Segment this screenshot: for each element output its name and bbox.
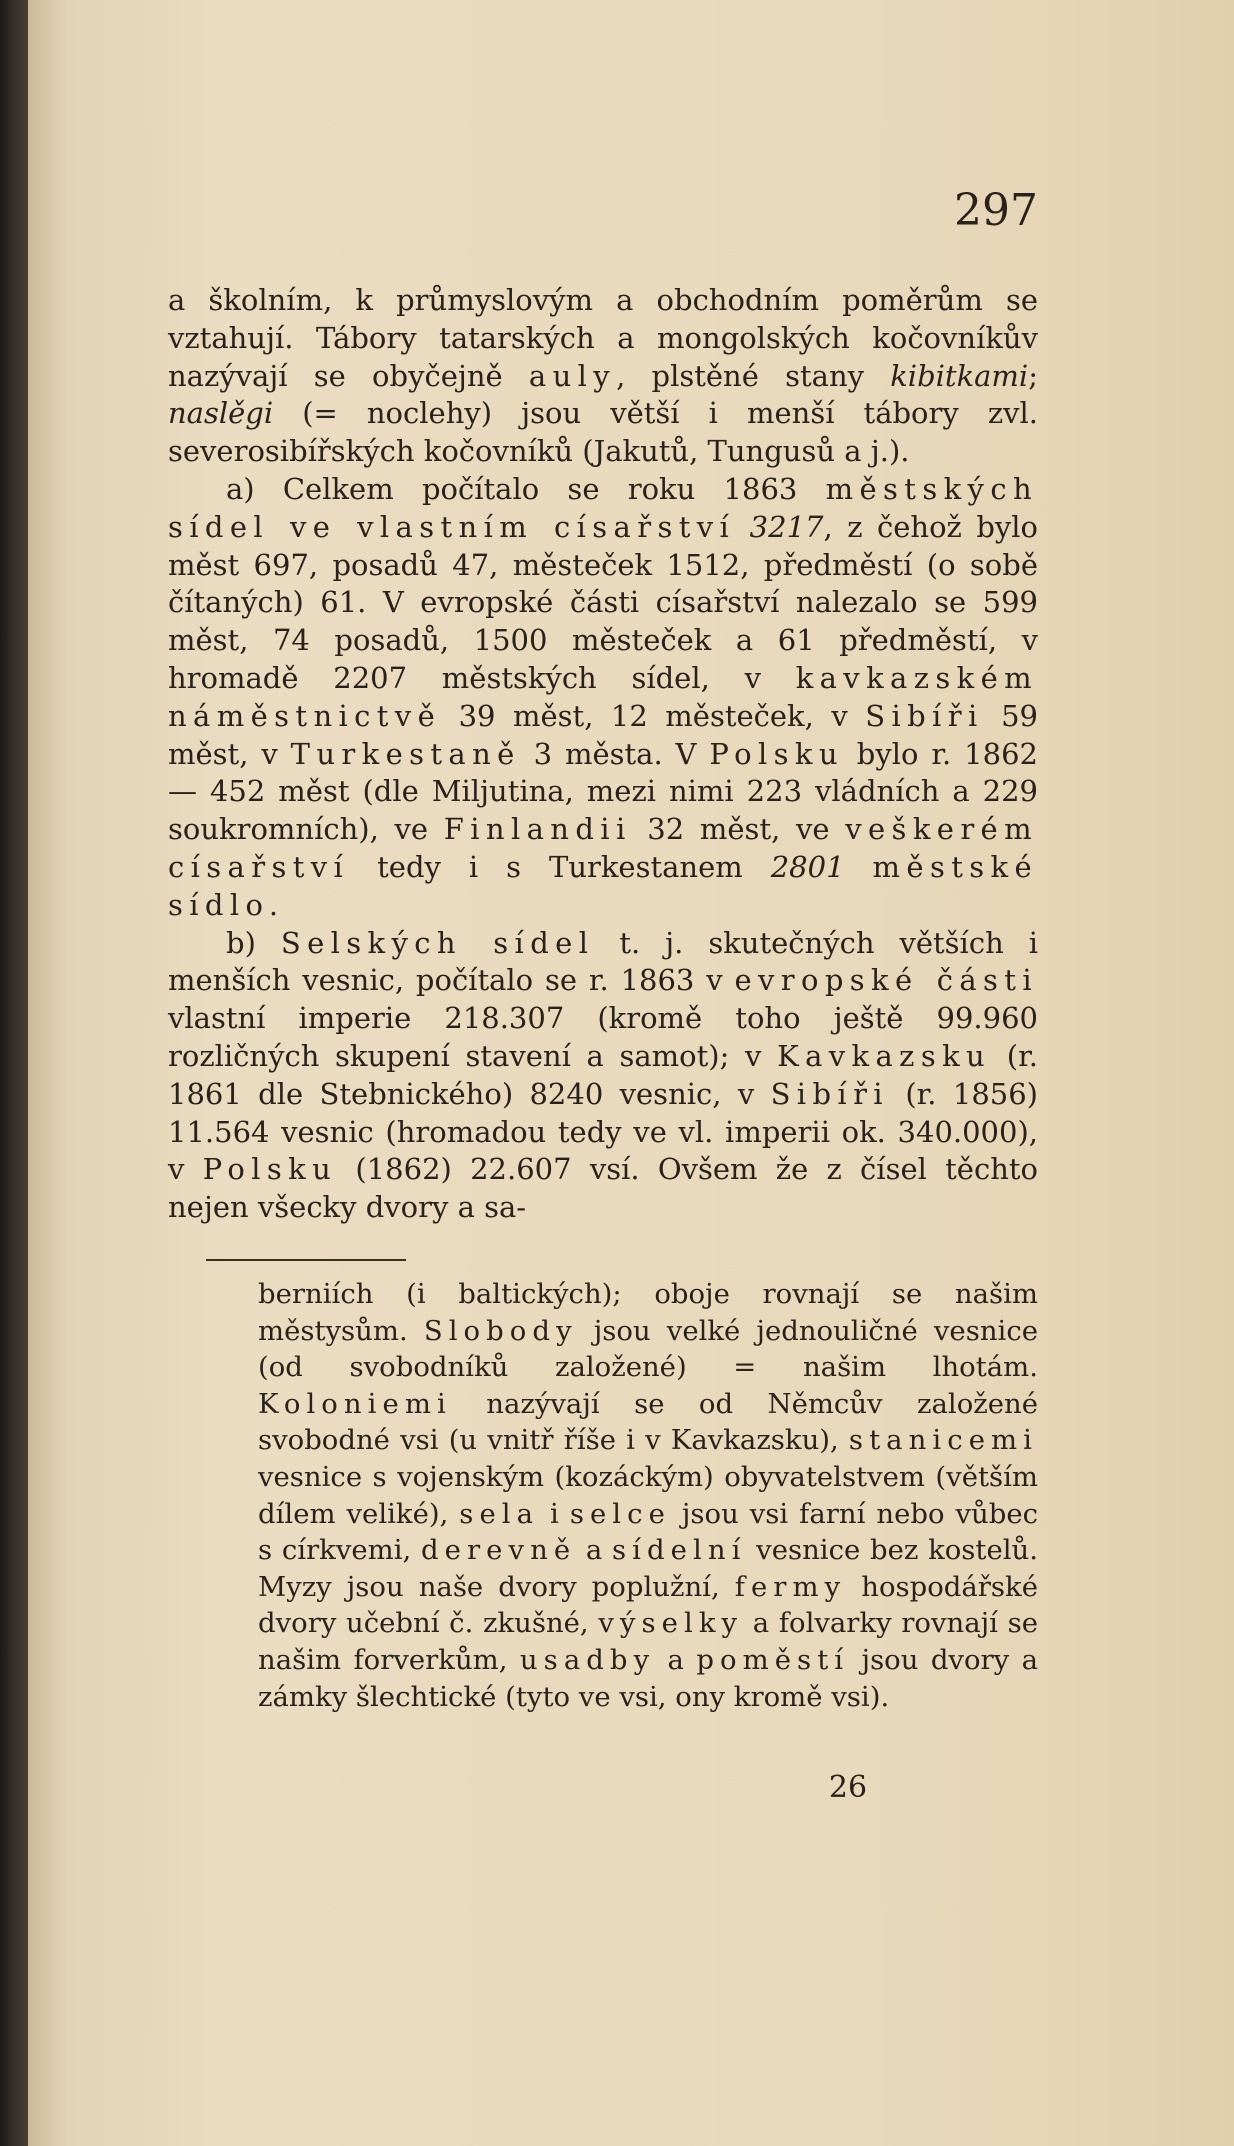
- italic-emphasis: 2801: [770, 849, 845, 884]
- paragraph-mestska-sidla: a) Celkem počítalo se roku 1863 městských sídel ve vlastním císařství 3217, z čehož bylo měst 697, posadů 47, městeček 1512, předměstí (o sobě čítaných) 61. V evropské části císařství nalezalo se 599 měst, 74 posadů, 1500 městeček a 61 předměstí, v hromadě 2207 městských sídel, v kavkazském náměstnictvě 39 měst, 12 městeček, v Sibíři 59 měst, v Turkestaně 3 města. V Polsku bylo r. 1862 — 452 měst (dle Miljutina, mezi nimi 223 vládních a 229 soukromních), ve Finlandii 32 měst, ve veškerém císařství tedy i s Turkestanem 2801 městské sídlo.: [168, 471, 1039, 922]
- spaced-emphasis: derevně: [421, 1534, 577, 1567]
- book-gutter: [0, 0, 28, 2146]
- spaced-emphasis: sídelní: [612, 1534, 747, 1567]
- spaced-emphasis: Koloniemi: [258, 1387, 452, 1420]
- spaced-emphasis: Sibíři: [770, 1076, 889, 1111]
- spaced-emphasis: veškerém císařství: [168, 812, 1038, 884]
- spaced-emphasis: městské sídlo.: [168, 849, 1039, 922]
- spaced-emphasis: městských sídel ve vlastním císařství: [168, 471, 1038, 544]
- spaced-emphasis: fermy: [734, 1570, 847, 1603]
- spaced-emphasis: Turkestaně: [290, 736, 521, 771]
- spaced-emphasis: usadby: [519, 1643, 656, 1676]
- book-page: [28, 0, 1234, 2146]
- footnote-text: berniích (i baltických); oboje rovnají se našim městysům. Slobody jsou velké jednouličné vesnice (od svobodníků založené) = našim lhotám. Koloniemi nazývají se od Němcův založené svobodné vsi (u vnitř říše i v Kavkazsku), stanicemi vesnice s vojenským (kozáckým) obyvatelstvem (větším dílem veliké), sela i selce jsou vsi farní nebo vůbec s církvemi, derevně a sídelní vesnice bez kostelů. Myzy jsou naše dvory poplužní, fermy hospodářské dvory učební č. zkušné, výselky a folvarky rovnají se našim forverkům, usadby a poměstí jsou dvory a zámky šlechtické (tyto ve vsi, ony kromě vsi).: [258, 1278, 1039, 1713]
- spaced-emphasis: stanicemi: [848, 1424, 1038, 1457]
- spaced-emphasis: výselky: [598, 1607, 744, 1640]
- spaced-emphasis: poměstí: [696, 1643, 850, 1676]
- spaced-emphasis: sela: [459, 1497, 540, 1530]
- page-number: 297: [954, 185, 1038, 236]
- spaced-emphasis: evropské části: [734, 963, 1038, 998]
- spaced-emphasis: Polsku: [202, 1152, 338, 1187]
- signature-mark: 26: [828, 1770, 868, 1805]
- italic-emphasis: 3217: [749, 509, 824, 544]
- spaced-emphasis: kavkazském náměstnictvě: [168, 660, 1038, 733]
- spaced-emphasis: Kavkazsku: [777, 1038, 992, 1073]
- spaced-emphasis: Slobody: [423, 1314, 578, 1347]
- spaced-emphasis: auly: [528, 358, 617, 393]
- paragraph-tabory: a školním, k průmyslovým a obchodním poměrům se vztahují. Tábory tatarských a mongolských kočovníkův nazývají se obyčejně auly, plstěné stany kibitkami; naslěgi (= noclehy) jsou větší i menší tábory zvl. severosibířských kočovníků (Jakutů, Tungusů a j.).: [168, 283, 1038, 469]
- footnote-divider: [206, 1259, 406, 1261]
- main-text: [168, 282, 1038, 1227]
- spaced-emphasis: Selských sídel: [280, 925, 595, 960]
- spaced-emphasis: Sibíři: [865, 698, 984, 733]
- spaced-emphasis: Polsku: [709, 736, 844, 771]
- spaced-emphasis: Finlandii: [443, 812, 632, 847]
- italic-emphasis: naslěgi: [168, 396, 274, 431]
- italic-emphasis: kibitkami: [890, 358, 1029, 393]
- paragraph-selska-sidla: b) Selských sídel t. j. skutečných větších i menších vesnic, počítalo se r. 1863 v evropské části vlastní imperie 218.307 (kromě toho ještě 99.960 rozličných skupení stavení a samot); v Kavkazsku (r. 1861 dle Stebnického) 8240 vesnic, v Sibíři (r. 1856) 11.564 vesnic (hromadou tedy ve vl. imperii ok. 340.000), v Polsku (1862) 22.607 vsí. Ovšem že z čísel těchto nejen všecky dvory a sa-: [168, 925, 1039, 1225]
- spaced-emphasis: selce: [569, 1497, 671, 1530]
